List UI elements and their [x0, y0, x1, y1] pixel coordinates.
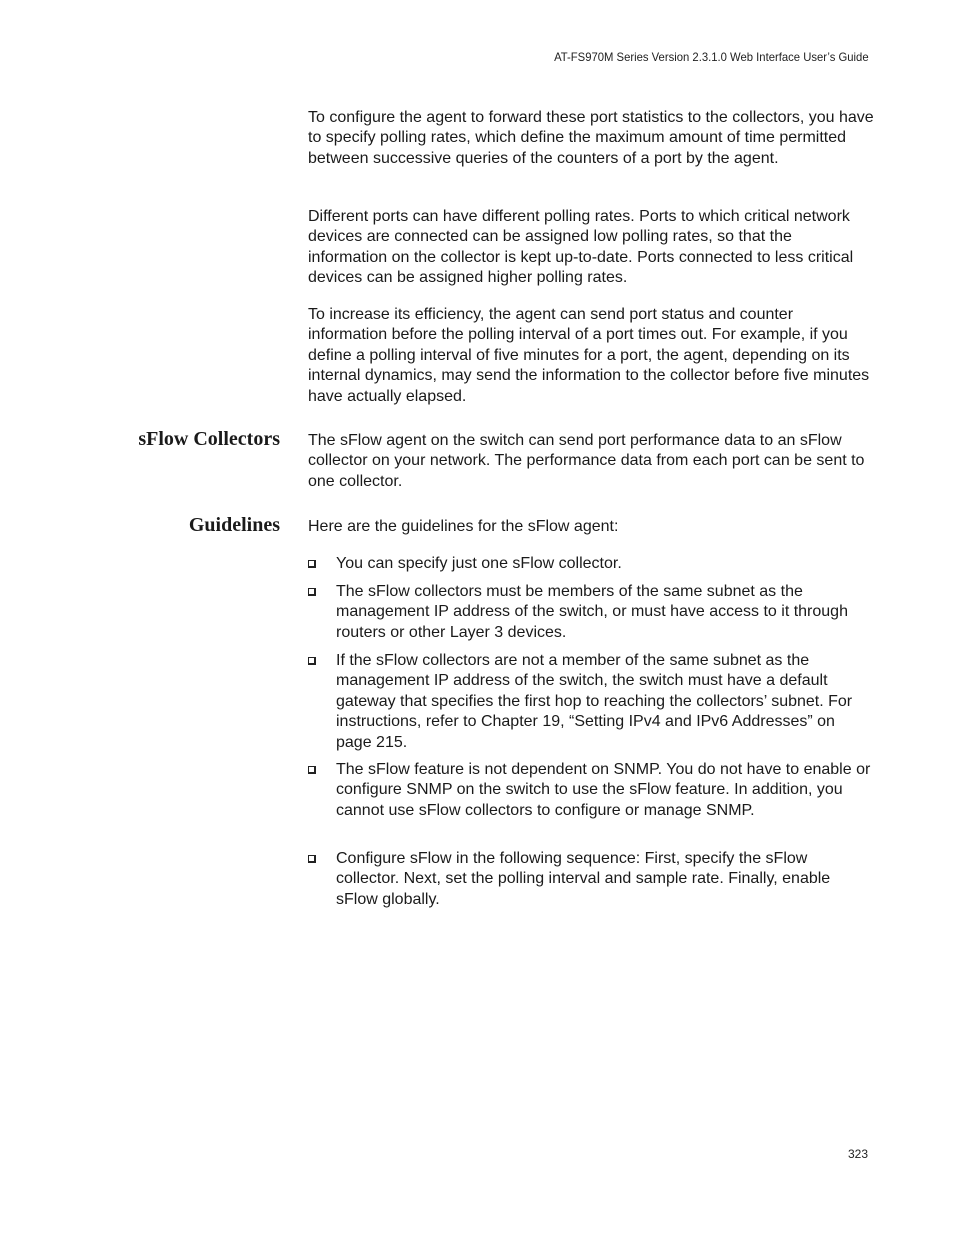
checkbox-bullet-icon: [308, 588, 316, 596]
checkbox-bullet-icon: [308, 855, 316, 863]
intro-paragraph-3: To increase its efficiency, the agent can send port status and counter information before the polling interval of a port times out. For example, if you define a polling interval of five minutes for a port, the agent, depending on its internal dynamics, may send the information to the collector before five minutes have actually elapsed.: [308, 306, 870, 405]
running-head: AT-FS970M Series Version 2.3.1.0 Web Interface User’s Guide: [554, 50, 869, 64]
guidelines-intro: Here are the guidelines for the sFlow agent:: [308, 518, 619, 535]
intro-paragraph-2: Different ports can have different polling rates. Ports to which critical network devices are connected can be assigned low polling rates, so that the information on the collector is kept up-to-date. Ports connected to less critical devices can be assigned higher polling rates.: [308, 208, 854, 287]
list-item: [308, 651, 874, 753]
list-item-text: You can specify just one sFlow collector.: [336, 555, 622, 572]
checkbox-bullet-icon: [308, 657, 316, 665]
sflow-collectors-paragraph: The sFlow agent on the switch can send port performance data to an sFlow collector on your network. The performance data from each port can be sent to one collector.: [308, 432, 865, 490]
intro-paragraph-1: To configure the agent to forward these port statistics to the collectors, you have to specify polling rates, which define the maximum amount of time permitted between successive queries of the counters of a port by the agent.: [308, 109, 874, 167]
list-item-text: The sFlow feature is not dependent on SNMP. You do not have to enable or configure SNMP on the switch to use the sFlow feature. In addition, you cannot use sFlow collectors to configure or manage SNMP.: [336, 761, 871, 819]
list-item: [308, 582, 874, 643]
list-item: [308, 849, 874, 910]
sflow-collectors-heading: sFlow Collectors: [138, 428, 280, 450]
list-item: [308, 760, 874, 821]
page-number: 323: [847, 1147, 868, 1161]
guidelines-heading: Guidelines: [188, 514, 280, 536]
checkbox-bullet-icon: [308, 766, 316, 774]
checkbox-bullet-icon: [308, 560, 316, 568]
list-item-text: The sFlow collectors must be members of the same subnet as the management IP address of the switch, or must have access to it through routers or other Layer 3 devices.: [336, 583, 848, 641]
list-item: [308, 554, 874, 574]
list-item-text: If the sFlow collectors are not a member of the same subnet as the management IP address of the switch, the switch must have a default gateway that specifies the first hop to reaching the collectors’ subnet. For instructions, refer to Chapter 19, “Setting IPv4 and IPv6 Addresses” on page 215.: [336, 652, 853, 751]
list-item-text: Configure sFlow in the following sequence: First, specify the sFlow collector. Next, set the polling interval and sample rate. Finally, enable sFlow globally.: [336, 850, 831, 908]
